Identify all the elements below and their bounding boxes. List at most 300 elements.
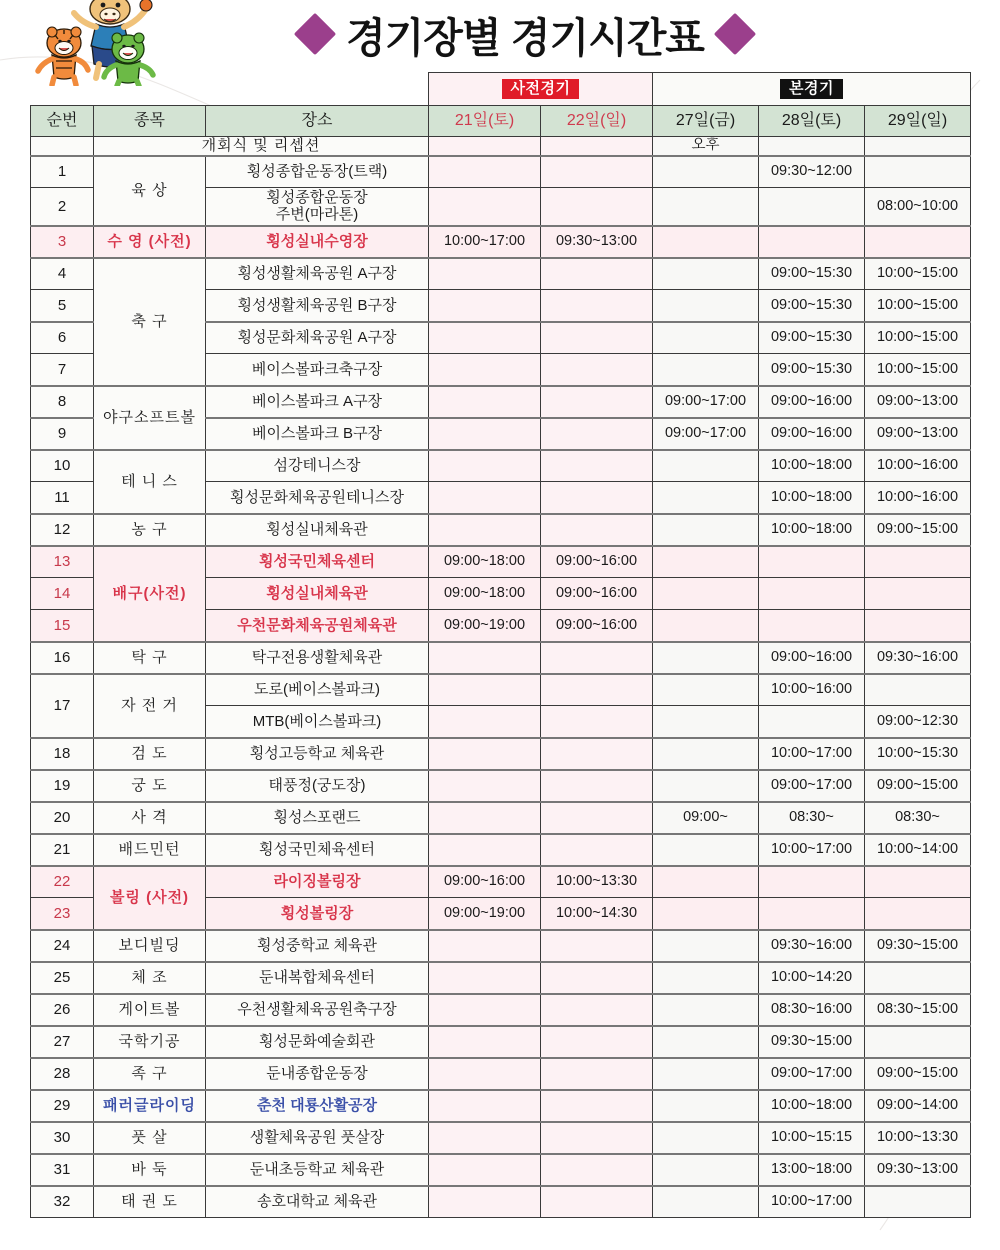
table-row — [31, 642, 971, 674]
cell-time-d22 — [541, 994, 653, 1026]
cell-time-d27 — [653, 450, 759, 482]
cell-time-d21 — [429, 802, 541, 834]
cell-time-d22 — [541, 450, 653, 482]
cell-time-d28: 10:00~18:00 — [759, 1090, 865, 1122]
cell-venue: MTB(베이스볼파크) — [206, 706, 429, 738]
cell-opening-label: 개회식 및 리셉션 — [94, 137, 429, 156]
cell-time-d22 — [541, 674, 653, 706]
cell-time-d21 — [429, 1186, 541, 1218]
cell-time-d29: 10:00~15:00 — [865, 354, 971, 386]
cell-time-d22 — [541, 1186, 653, 1218]
cell-time-d27: 09:00~ — [653, 802, 759, 834]
cell-time-d21 — [429, 642, 541, 674]
cell-time-d28: 09:00~16:00 — [759, 418, 865, 450]
cell-row-number: 3 — [31, 226, 94, 258]
cell-time-d22 — [541, 258, 653, 290]
column-header-place: 장소 — [206, 106, 429, 137]
cell-time-d28: 09:30~15:00 — [759, 1026, 865, 1058]
cell-time-d21 — [429, 834, 541, 866]
cell-time-d28: 09:00~15:30 — [759, 354, 865, 386]
cell-time-d28: 09:00~17:00 — [759, 1058, 865, 1090]
cell-time-d27 — [653, 866, 759, 898]
cell-time-d22: 09:00~16:00 — [541, 546, 653, 578]
cell-time-d27 — [653, 1186, 759, 1218]
cell-time-d28: 09:00~15:30 — [759, 322, 865, 354]
cell-venue: 횡성실내체육관 — [206, 578, 429, 610]
cell-time-d22 — [541, 1122, 653, 1154]
cell-time-d22 — [541, 738, 653, 770]
cell-row-number: 9 — [31, 418, 94, 450]
cell-venue: 둔내복합체육센터 — [206, 962, 429, 994]
cell-time-d27 — [653, 770, 759, 802]
cell-time-d28: 09:30~16:00 — [759, 930, 865, 962]
cell-time-d22 — [541, 1090, 653, 1122]
cell-time-d22: 10:00~14:30 — [541, 898, 653, 930]
cell-time-d28: 10:00~17:00 — [759, 1186, 865, 1218]
cell-row-number: 15 — [31, 610, 94, 642]
cell-venue: 춘천 대룡산활공장 — [206, 1090, 429, 1122]
cell-row-number: 11 — [31, 482, 94, 514]
cell-time-d22 — [541, 930, 653, 962]
cell-venue: 우천문화체육공원체육관 — [206, 610, 429, 642]
cell-time-d27 — [653, 1154, 759, 1186]
cell-time-d29: 09:00~14:00 — [865, 1090, 971, 1122]
cell-time-d27 — [653, 546, 759, 578]
cell-time-d28 — [759, 706, 865, 738]
cell-time-d22: 10:00~13:30 — [541, 866, 653, 898]
cell-sport-name: 자 전 거 — [94, 674, 206, 738]
cell-d21 — [429, 137, 541, 156]
cell-time-d21 — [429, 1058, 541, 1090]
cell-time-d22 — [541, 642, 653, 674]
cell-sport-name: 수 영 (사전) — [94, 226, 206, 258]
cell-time-d22 — [541, 354, 653, 386]
cell-time-d27 — [653, 674, 759, 706]
column-header-d22: 22일(일) — [541, 106, 653, 137]
cell-time-d22 — [541, 706, 653, 738]
cell-time-d22 — [541, 188, 653, 226]
cell-time-d29: 08:00~10:00 — [865, 188, 971, 226]
cell-row-number: 10 — [31, 450, 94, 482]
table-row — [31, 1090, 971, 1122]
cell-time-d21 — [429, 156, 541, 188]
cell-time-d28 — [759, 866, 865, 898]
cell-time-d29: 10:00~14:00 — [865, 834, 971, 866]
cell-time-d28 — [759, 898, 865, 930]
cell-venue: 베이스볼파크축구장 — [206, 354, 429, 386]
cell-time-d27 — [653, 834, 759, 866]
cell-time-d21 — [429, 930, 541, 962]
cell-row-number: 4 — [31, 258, 94, 290]
cell-time-d29: 10:00~16:00 — [865, 482, 971, 514]
cell-time-d29: 10:00~15:00 — [865, 290, 971, 322]
cell-time-d21 — [429, 994, 541, 1026]
cell-time-d28: 10:00~14:20 — [759, 962, 865, 994]
cell-time-d21 — [429, 290, 541, 322]
cell-time-d22 — [541, 1026, 653, 1058]
cell-time-d22 — [541, 962, 653, 994]
cell-sport-name: 족 구 — [94, 1058, 206, 1090]
pre-group-badge: 사전경기 — [502, 79, 580, 100]
table-row — [31, 1026, 971, 1058]
cell-time-d22 — [541, 322, 653, 354]
cell-time-d21 — [429, 674, 541, 706]
cell-sport-name: 국학기공 — [94, 1026, 206, 1058]
cell-venue: 도로(베이스볼파크) — [206, 674, 429, 706]
cell-time-d21 — [429, 1090, 541, 1122]
cell-time-d21: 09:00~19:00 — [429, 898, 541, 930]
cell-time-d27 — [653, 482, 759, 514]
table-row — [31, 674, 971, 706]
table-row — [31, 386, 971, 418]
cell-sport-name: 검 도 — [94, 738, 206, 770]
cell-time-d29: 08:30~ — [865, 802, 971, 834]
cell-time-d21 — [429, 482, 541, 514]
cell-time-d29: 10:00~15:00 — [865, 322, 971, 354]
cell-row-number: 25 — [31, 962, 94, 994]
cell-sport-name: 궁 도 — [94, 770, 206, 802]
table-row — [31, 450, 971, 482]
table-row — [31, 1186, 971, 1218]
column-header-d28: 28일(토) — [759, 106, 865, 137]
cell-time-d22 — [541, 1154, 653, 1186]
cell-time-d27 — [653, 188, 759, 226]
cell-venue: 라이징볼링장 — [206, 866, 429, 898]
cell-time-d28: 10:00~17:00 — [759, 738, 865, 770]
cell-time-d27 — [653, 898, 759, 930]
cell-venue: 횡성문화예술회관 — [206, 1026, 429, 1058]
schedule-table-wrapper — [0, 72, 1000, 1218]
column-header-d21: 21일(토) — [429, 106, 541, 137]
cell-time-d27 — [653, 1122, 759, 1154]
cell-row-number: 21 — [31, 834, 94, 866]
cell-row-number: 30 — [31, 1122, 94, 1154]
cell-venue: 횡성생활체육공원 B구장 — [206, 290, 429, 322]
main-group-badge: 본경기 — [780, 79, 843, 100]
cell-time-d27 — [653, 994, 759, 1026]
cell-time-d21: 09:00~19:00 — [429, 610, 541, 642]
cell-row-number: 27 — [31, 1026, 94, 1058]
opening-ceremony-row — [31, 137, 971, 156]
cell-time-d27 — [653, 290, 759, 322]
cell-time-d28: 13:00~18:00 — [759, 1154, 865, 1186]
cell-venue: 둔내초등학교 체육관 — [206, 1154, 429, 1186]
cell-time-d21 — [429, 1122, 541, 1154]
cell-venue: 횡성종합운동장(트랙) — [206, 156, 429, 188]
cell-time-d29: 10:00~15:30 — [865, 738, 971, 770]
cell-sport-name: 사 격 — [94, 802, 206, 834]
cell-venue: 횡성국민체육센터 — [206, 834, 429, 866]
cell-row-number: 6 — [31, 322, 94, 354]
cell-d22 — [541, 137, 653, 156]
cell-time-d29 — [865, 962, 971, 994]
cell-sport-name: 태 권 도 — [94, 1186, 206, 1218]
cell-venue: 베이스볼파크 B구장 — [206, 418, 429, 450]
cell-row-number: 29 — [31, 1090, 94, 1122]
page-title: 경기장별 경기시간표 — [346, 14, 704, 61]
column-header-no: 순번 — [31, 106, 94, 137]
diamond-left-icon — [294, 13, 336, 55]
cell-row-number: 23 — [31, 898, 94, 930]
title-block — [200, 5, 850, 64]
cell-sport-name: 배구(사전) — [94, 546, 206, 642]
table-row — [31, 226, 971, 258]
table-row — [31, 1154, 971, 1186]
cell-time-d21 — [429, 386, 541, 418]
cell-time-d27 — [653, 514, 759, 546]
main-group-badge-cell — [653, 73, 971, 106]
cell-time-d29 — [865, 156, 971, 188]
cell-time-d28: 10:00~18:00 — [759, 514, 865, 546]
cell-venue: 횡성볼링장 — [206, 898, 429, 930]
cell-row-number: 14 — [31, 578, 94, 610]
page-header — [0, 0, 1000, 72]
cell-row-number: 20 — [31, 802, 94, 834]
cell-time-d21: 09:00~18:00 — [429, 546, 541, 578]
cell-time-d27 — [653, 226, 759, 258]
cell-time-d27 — [653, 354, 759, 386]
cell-time-d29: 09:30~16:00 — [865, 642, 971, 674]
cell-time-d22 — [541, 802, 653, 834]
table-row — [31, 1058, 971, 1090]
cell-time-d28 — [759, 188, 865, 226]
cell-time-d22: 09:00~16:00 — [541, 578, 653, 610]
cell-time-d29 — [865, 898, 971, 930]
cell-venue: 둔내종합운동장 — [206, 1058, 429, 1090]
table-row — [31, 834, 971, 866]
cell-time-d27 — [653, 156, 759, 188]
cell-time-d27 — [653, 610, 759, 642]
cell-time-d29 — [865, 226, 971, 258]
cell-row-number: 12 — [31, 514, 94, 546]
cell-time-d21 — [429, 738, 541, 770]
table-row — [31, 514, 971, 546]
cell-time-d21 — [429, 1026, 541, 1058]
cell-row-number: 18 — [31, 738, 94, 770]
cell-time-d28: 09:00~17:00 — [759, 770, 865, 802]
cell-sport-name: 축 구 — [94, 258, 206, 386]
cell-venue: 탁구전용생활체육관 — [206, 642, 429, 674]
cell-d27: 오후 — [653, 137, 759, 156]
cell-d28 — [759, 137, 865, 156]
cell-time-d28: 10:00~18:00 — [759, 482, 865, 514]
table-row — [31, 546, 971, 578]
cell-venue: 송호대학교 체육관 — [206, 1186, 429, 1218]
column-header-d29: 29일(일) — [865, 106, 971, 137]
cell-sport-name: 농 구 — [94, 514, 206, 546]
cell-time-d22 — [541, 770, 653, 802]
cell-time-d29: 10:00~13:30 — [865, 1122, 971, 1154]
cell-venue: 태풍정(궁도장) — [206, 770, 429, 802]
table-row — [31, 930, 971, 962]
cell-time-d22 — [541, 156, 653, 188]
cell-time-d22 — [541, 482, 653, 514]
table-row — [31, 994, 971, 1026]
cell-time-d27 — [653, 1058, 759, 1090]
cell-venue: 횡성문화체육공원테니스장 — [206, 482, 429, 514]
cell-time-d29: 09:00~15:00 — [865, 514, 971, 546]
column-header-sport: 종목 — [94, 106, 206, 137]
cell-time-d29: 09:00~12:30 — [865, 706, 971, 738]
cell-sport-name: 게이트볼 — [94, 994, 206, 1026]
cell-time-d28: 08:30~ — [759, 802, 865, 834]
cell-time-d21 — [429, 322, 541, 354]
cell-time-d27 — [653, 642, 759, 674]
cell-time-d21 — [429, 1154, 541, 1186]
column-header-d27: 27일(금) — [653, 106, 759, 137]
cell-d29 — [865, 137, 971, 156]
cell-venue: 횡성중학교 체육관 — [206, 930, 429, 962]
cell-time-d29: 09:30~15:00 — [865, 930, 971, 962]
cell-time-d29: 08:30~15:00 — [865, 994, 971, 1026]
cell-time-d28: 09:00~15:30 — [759, 258, 865, 290]
cell-time-d21 — [429, 354, 541, 386]
cell-row-number: 8 — [31, 386, 94, 418]
cell-time-d29 — [865, 1186, 971, 1218]
cell-time-d27 — [653, 962, 759, 994]
cell-time-d27 — [653, 1026, 759, 1058]
cell-row-number: 26 — [31, 994, 94, 1026]
cell-time-d28 — [759, 546, 865, 578]
cell-venue: 횡성국민체육센터 — [206, 546, 429, 578]
cell-time-d22 — [541, 386, 653, 418]
cell-time-d28 — [759, 578, 865, 610]
cell-time-d22 — [541, 418, 653, 450]
cell-time-d28: 10:00~15:15 — [759, 1122, 865, 1154]
cell-time-d29: 09:00~13:00 — [865, 418, 971, 450]
cell-time-d21: 10:00~17:00 — [429, 226, 541, 258]
cell-time-d28: 10:00~16:00 — [759, 674, 865, 706]
cell-row-number: 5 — [31, 290, 94, 322]
badge-spacer — [206, 73, 429, 106]
cell-venue: 횡성실내수영장 — [206, 226, 429, 258]
cell-time-d29 — [865, 674, 971, 706]
cell-time-d21: 09:00~18:00 — [429, 578, 541, 610]
cell-time-d27: 09:00~17:00 — [653, 386, 759, 418]
cell-time-d28: 09:00~16:00 — [759, 386, 865, 418]
cell-row-number: 32 — [31, 1186, 94, 1218]
table-header-row — [31, 106, 971, 137]
cell-row-number: 28 — [31, 1058, 94, 1090]
cell-time-d27 — [653, 578, 759, 610]
cell-time-d29: 09:00~15:00 — [865, 1058, 971, 1090]
cell-sport-name: 육 상 — [94, 156, 206, 226]
table-row — [31, 802, 971, 834]
cell-time-d21: 09:00~16:00 — [429, 866, 541, 898]
diamond-right-icon — [714, 13, 756, 55]
cell-row-number: 22 — [31, 866, 94, 898]
cell-time-d29 — [865, 1026, 971, 1058]
cell-row-number: 16 — [31, 642, 94, 674]
cell-time-d27: 09:00~17:00 — [653, 418, 759, 450]
cell-sport-name: 볼링 (사전) — [94, 866, 206, 930]
cell-time-d27 — [653, 258, 759, 290]
cell-row-number: 1 — [31, 156, 94, 188]
cell-row-number: 31 — [31, 1154, 94, 1186]
cell-venue: 생활체육공원 풋살장 — [206, 1122, 429, 1154]
cell-time-d21 — [429, 418, 541, 450]
cell-time-d27 — [653, 930, 759, 962]
table-row — [31, 258, 971, 290]
cell-sport-name: 탁 구 — [94, 642, 206, 674]
cell-time-d29 — [865, 866, 971, 898]
cell-sport-name: 보디빌딩 — [94, 930, 206, 962]
cell-time-d27 — [653, 1090, 759, 1122]
cell-time-d21 — [429, 258, 541, 290]
cell-time-d27 — [653, 738, 759, 770]
cell-time-d29: 09:00~13:00 — [865, 386, 971, 418]
table-row — [31, 770, 971, 802]
cell-time-d21 — [429, 450, 541, 482]
cell-time-d29 — [865, 578, 971, 610]
table-row — [31, 1122, 971, 1154]
cell-time-d22 — [541, 514, 653, 546]
cell-row-number: 24 — [31, 930, 94, 962]
cell-time-d28: 08:30~16:00 — [759, 994, 865, 1026]
cell-time-d22 — [541, 834, 653, 866]
cell-time-d28: 09:30~12:00 — [759, 156, 865, 188]
cell-time-d29: 10:00~15:00 — [865, 258, 971, 290]
cell-time-d21 — [429, 188, 541, 226]
cell-time-d21 — [429, 706, 541, 738]
table-row — [31, 866, 971, 898]
cell-venue: 횡성스포랜드 — [206, 802, 429, 834]
cell-time-d28: 10:00~17:00 — [759, 834, 865, 866]
cell-time-d21 — [429, 962, 541, 994]
cell-time-d22: 09:30~13:00 — [541, 226, 653, 258]
cell-sport-name: 바 둑 — [94, 1154, 206, 1186]
pre-group-badge-cell — [429, 73, 653, 106]
cell-venue: 횡성문화체육공원 A구장 — [206, 322, 429, 354]
cell-time-d22 — [541, 290, 653, 322]
cell-time-d22 — [541, 1058, 653, 1090]
cell-time-d28: 10:00~18:00 — [759, 450, 865, 482]
cell-time-d29: 09:30~13:00 — [865, 1154, 971, 1186]
cell-time-d27 — [653, 322, 759, 354]
cell-row-number: 2 — [31, 188, 94, 226]
cell-venue: 횡성생활체육공원 A구장 — [206, 258, 429, 290]
cell-time-d28 — [759, 610, 865, 642]
cell-time-d22: 09:00~16:00 — [541, 610, 653, 642]
cell-row-number: 13 — [31, 546, 94, 578]
cell-row-number: 7 — [31, 354, 94, 386]
table-row — [31, 962, 971, 994]
cell-time-d29: 09:00~15:00 — [865, 770, 971, 802]
cell-venue: 횡성고등학교 체육관 — [206, 738, 429, 770]
cell-time-d29: 10:00~16:00 — [865, 450, 971, 482]
table-row — [31, 156, 971, 188]
group-badge-row — [31, 73, 971, 106]
cell-venue: 횡성종합운동장 주변(마라톤) — [206, 188, 429, 226]
cell-time-d28 — [759, 226, 865, 258]
cell-time-d29 — [865, 546, 971, 578]
cell-venue: 우천생활체육공원축구장 — [206, 994, 429, 1026]
cell-row-number: 19 — [31, 770, 94, 802]
cell-time-d28: 09:00~16:00 — [759, 642, 865, 674]
cell-venue: 베이스볼파크 A구장 — [206, 386, 429, 418]
schedule-table — [30, 72, 971, 1218]
table-row — [31, 738, 971, 770]
cell-sport-name: 야구소프트볼 — [94, 386, 206, 450]
cell-time-d21 — [429, 514, 541, 546]
cell-sport-name: 체 조 — [94, 962, 206, 994]
cell-sport-name: 배드민턴 — [94, 834, 206, 866]
cell-sport-name: 테 니 스 — [94, 450, 206, 514]
badge-spacer — [31, 73, 94, 106]
cell-time-d28: 09:00~15:30 — [759, 290, 865, 322]
cell-no — [31, 137, 94, 156]
cell-sport-name: 풋 살 — [94, 1122, 206, 1154]
